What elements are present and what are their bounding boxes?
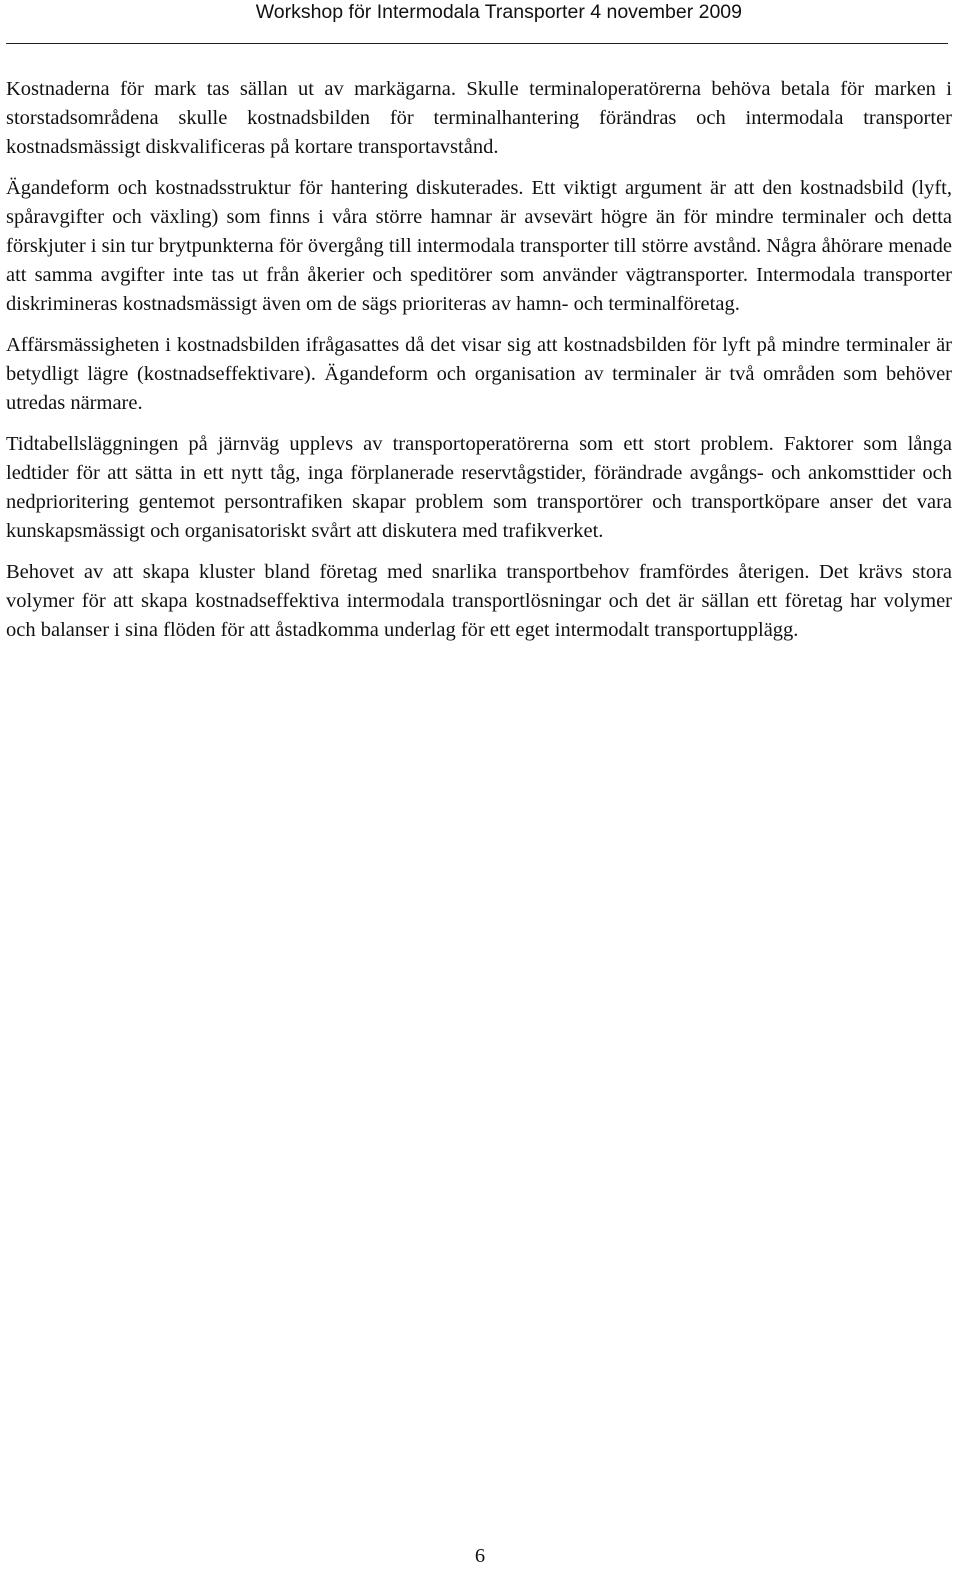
header-title: Workshop för Intermodala Transporter 4 november 2009: [255, 1, 742, 23]
paragraph: Kostnaderna för mark tas sällan ut av markägarna. Skulle terminaloperatörerna behöva betala för marken i storstadsområdena skulle kostnadsbilden för terminalhantering förändras och intermodala transporter kostnadsmässigt diskvalificeras på kortare transportavstånd.: [6, 78, 952, 158]
header-divider: [6, 43, 948, 44]
page-header: [0, 0, 960, 46]
page-number: 6: [474, 1545, 486, 1567]
paragraph: Tidtabellsläggningen på järnväg upplevs av transportoperatörerna som ett stort problem. Faktorer som långa ledtider för att sätta in ett nytt tåg, inga förplanerade reservtågstider, förändrade avgångs- och ankomsttider och nedprioritering gentemot persontrafiken skapar problem som transportörer och transportköpare anser det vara kunskapsmässigt och organisatoriskt svårt att diskutera med trafikverket.: [6, 433, 952, 542]
document-body: [6, 75, 952, 657]
paragraph: Affärsmässigheten i kostnadsbilden ifrågasattes då det visar sig att kostnadsbilden för lyft på mindre terminaler är betydligt lägre (kostnadseffektivare). Ägandeform och organisation av terminaler är två områden som behöver utredas närmare.: [6, 334, 952, 414]
paragraph: Ägandeform och kostnadsstruktur för hantering diskuterades. Ett viktigt argument är att den kostnadsbild (lyft, spåravgifter och växling) som finns i våra större hamnar är avsevärt högre än för mindre terminaler och detta förskjuter i sin tur brytpunkterna för övergång till intermodala transporter till större avstånd. Några åhörare menade att samma avgifter inte tas ut från åkerier och speditörer som använder vägtransporter. Intermodala transporter diskrimineras kostnadsmässigt även om de sägs prioriteras av hamn- och terminalföretag.: [6, 177, 952, 315]
paragraph: Behovet av att skapa kluster bland företag med snarlika transportbehov framfördes återigen. Det krävs stora volymer för att skapa kostnadseffektiva intermodala transportlösningar och det är sällan ett företag har volymer och balanser i sina flöden för att åstadkomma underlag för ett eget intermodalt transportupplägg.: [6, 561, 952, 641]
